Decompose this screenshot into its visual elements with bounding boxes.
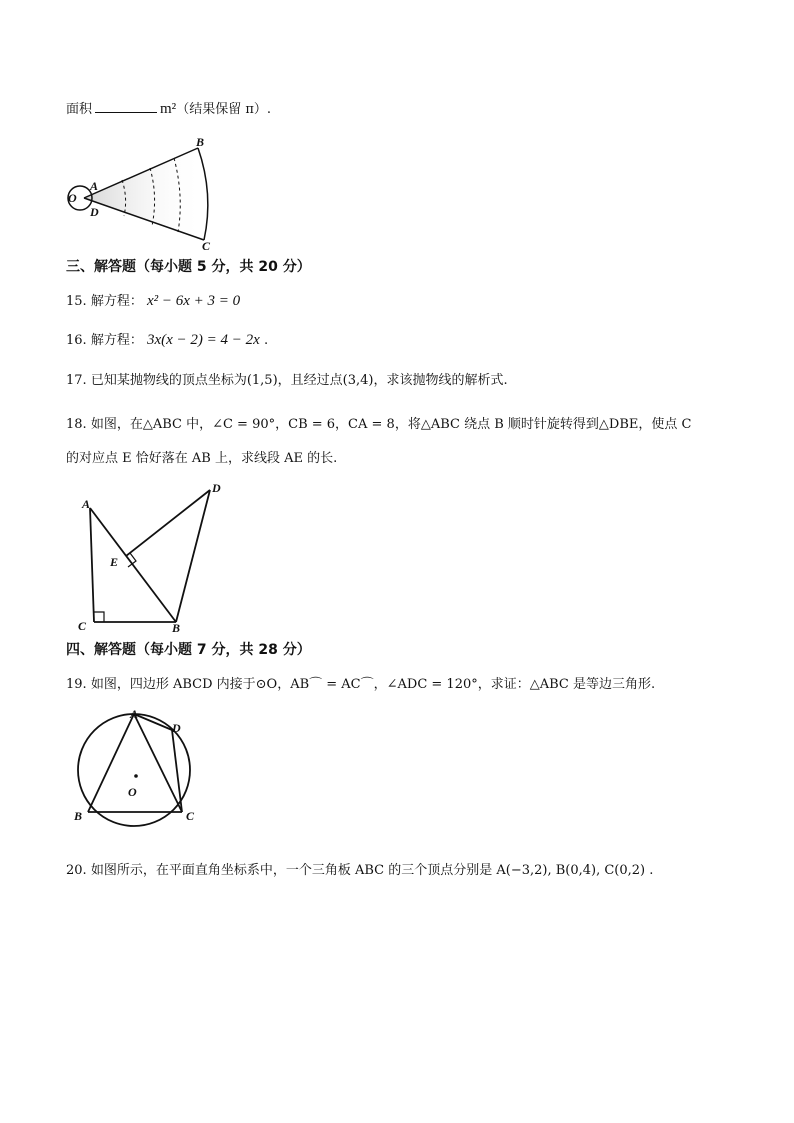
sector-figure xyxy=(62,136,222,252)
question-17 xyxy=(66,372,508,390)
q16-end: . xyxy=(263,333,269,348)
sector-shading xyxy=(84,148,204,240)
q17-text: 已知某抛物线的顶点坐标为(1,5)，且经过点(3,4)，求该抛物线的解析式. xyxy=(90,373,508,388)
label-a: A xyxy=(130,708,139,721)
q14-prefix: 面积 xyxy=(66,102,93,117)
q16-equation: 3x(x − 2) = 4 − 2x xyxy=(146,332,260,348)
q14-unit: m² xyxy=(160,101,177,117)
q20-text: 如图所示，在平面直角坐标系中，一个三角板 ABC 的三个顶点分别是 A(−3,2), B(0,4), C(0,2) . xyxy=(90,863,654,878)
segment-dc xyxy=(172,730,182,812)
center-point xyxy=(134,774,138,778)
section-3-heading: 三、解答题（每小题 5 分，共 20 分） xyxy=(66,259,311,275)
question-15 xyxy=(66,292,240,311)
q15-equation: x² − 6x + 3 = 0 xyxy=(146,293,241,309)
section-4-heading: 四、解答题（每小题 7 分，共 28 分） xyxy=(66,642,311,658)
label-d: D xyxy=(212,481,221,495)
label-c: C xyxy=(186,809,195,823)
triangle-figure xyxy=(72,480,232,632)
label-d: D xyxy=(172,721,181,735)
q15-text: 解方程： xyxy=(90,294,143,309)
label-c: C xyxy=(78,619,87,632)
question-19 xyxy=(66,676,655,694)
q18-text-1: 如图，在△ABC 中，∠C = 90°，CB = 6，CA = 8，将△ABC 绕点 B 顺时针旋转得到△DBE，使点 C xyxy=(90,417,692,432)
q15-number: 15. xyxy=(66,294,87,309)
question-16 xyxy=(66,331,268,350)
segment-bd xyxy=(176,490,210,622)
label-b: B xyxy=(172,621,181,632)
segment-ac xyxy=(90,508,94,622)
answer-blank xyxy=(95,100,157,113)
q14-tail-line xyxy=(66,100,271,119)
q18-number: 18. xyxy=(66,417,87,432)
q20-number: 20. xyxy=(66,863,87,878)
label-a: A xyxy=(90,179,99,193)
label-a: A xyxy=(82,497,91,511)
inscribed-quadrilateral-diagram xyxy=(62,708,212,830)
sector-diagram xyxy=(62,136,222,252)
right-angle-c xyxy=(94,612,104,622)
segment-ed xyxy=(126,490,210,556)
question-18-line-1 xyxy=(66,416,691,434)
q16-number: 16. xyxy=(66,333,87,348)
question-20 xyxy=(66,862,653,880)
label-b: B xyxy=(74,809,83,823)
q19-text: 如图，四边形 ABCD 内接于⊙O，AB⌒ = AC⌒，∠ADC = 120°，求证：△ABC 是等边三角形. xyxy=(90,677,656,692)
circle-figure xyxy=(62,708,212,830)
q14-suffix: （结果保留 π）. xyxy=(176,102,271,117)
label-b: B xyxy=(196,136,205,149)
label-o: O xyxy=(68,191,77,205)
q19-number: 19. xyxy=(66,677,87,692)
segment-ab xyxy=(90,508,176,622)
q17-number: 17. xyxy=(66,373,87,388)
question-18-line-2: 的对应点 E 恰好落在 AB 上，求线段 AE 的长. xyxy=(66,451,338,466)
triangle-diagram xyxy=(72,480,232,632)
label-d: D xyxy=(90,205,99,219)
label-c: C xyxy=(202,239,211,252)
q16-text: 解方程： xyxy=(90,333,143,348)
label-e: E xyxy=(110,555,119,569)
label-o: O xyxy=(128,785,137,799)
